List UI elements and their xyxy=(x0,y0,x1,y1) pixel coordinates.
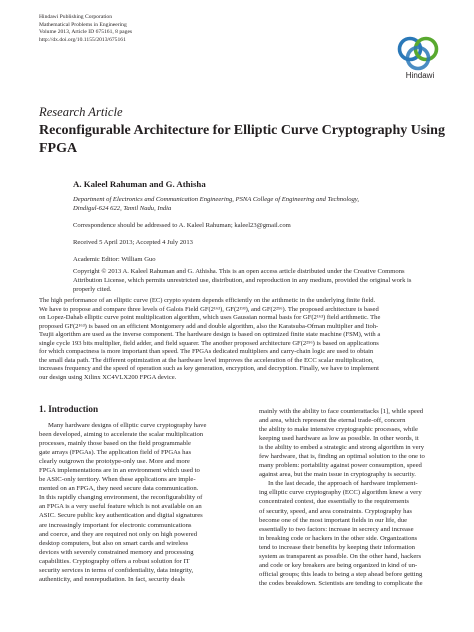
abstract-line: on Lopez-Dahab elliptic curve point multiplication algorithm, which uses Gaussian normal basis for GF(2¹⁶³) field arithmetic. The xyxy=(39,314,381,322)
text-line: ASIC. Secure public key authentication and digital signatures xyxy=(39,512,203,520)
text-line: processes, mainly those based on the field programmable xyxy=(39,440,191,448)
text-line: official groups; this leads to being a step ahead before getting xyxy=(259,570,423,578)
text-line: devices with severely constrained memory and processing xyxy=(39,548,194,556)
text-line: gate arrays (FPGAs). The application field of FPGAs has xyxy=(39,449,192,457)
intro-left-column xyxy=(39,421,239,584)
abstract-line: single cycle 193 bits multiplier, field adder, and field squarer. The another proposed architecture GF(2²⁵⁶) is based on applications xyxy=(39,339,379,347)
copyright-line: Attribution License, which permits unrestricted use, distribution, and reproduction in any medium, provided the original work is xyxy=(73,277,412,284)
author-list: A. Kaleel Rahuman and G. Athisha xyxy=(73,179,206,189)
text-line: many problem: portability against power consumption, speed xyxy=(259,462,422,470)
text-line: mainly with the ability to face counterattacks [1], while speed xyxy=(259,408,424,415)
text-line: been developed, aiming to accelerate the scalar multiplication xyxy=(39,431,204,439)
text-line: become one of the most important fields in our life, due xyxy=(259,516,408,524)
text-line: against area, but the main issue in cryptography is security. xyxy=(259,471,416,479)
volume-line: Volume 2013, Article ID 675161, 8 pages xyxy=(39,29,133,36)
text-line: clearly outgrown the prototype-only use. More and more xyxy=(39,458,190,466)
abstract-line: the small data path. The different optimization at the hardware level improves the acceleration of the ECC scalar multiplication, xyxy=(39,356,374,364)
text-line: essentially to two factors: increase in secrecy and increase xyxy=(259,525,414,533)
abstract-line: The high performance of an elliptic curve (EC) crypto system depends efficiently on the arithmetic in the underlying finite field. xyxy=(39,297,376,304)
text-line: of security, speed, and area constraints. Cryptography has xyxy=(259,507,412,515)
text-line: keeping used hardware as low as possible. In other words, it xyxy=(259,435,419,443)
abstract-line: increases frequency and the speed of operation such as key generation, encryption, and decryption. Finally, we have to implement xyxy=(39,365,379,373)
affiliation xyxy=(73,195,453,213)
affiliation-line: Department of Electronics and Communication Engineering, PSNA College of Engineering and Technology, xyxy=(73,196,359,203)
journal-header xyxy=(39,14,132,44)
article-type: Research Article xyxy=(39,105,123,119)
text-line: mented on an FPGA, they need secure data communication. xyxy=(39,485,199,493)
text-line: authenticity, and nonrepudiation. In fact, security deals xyxy=(39,575,185,583)
text-line: be ASIC-only territory. When these applications are imple- xyxy=(39,476,196,484)
text-line: an FPGA is a very useful feature which is not available on an xyxy=(39,503,202,511)
text-line: the ability to make intensive cryptographic processes, while xyxy=(259,426,418,434)
text-line: and area, which represent the eternal trade-off, concern xyxy=(259,417,406,425)
abstract-line: for which compactness is more important than speed. The FPGAs dedicated multipliers and carry-chain logic are used to obtain xyxy=(39,348,374,356)
article-title: Reconfigurable Architecture for Elliptic Curve Cryptography Using FPGA xyxy=(39,123,445,156)
text-line: In this rapidly changing environment, the reconfigurability of xyxy=(39,494,203,502)
text-line: tend to increase their benefits by keeping their information xyxy=(259,543,416,551)
text-line: capabilities. Cryptography offers a robust solution for IT xyxy=(39,557,190,565)
doi-link[interactable]: http://dx.doi.org/10.1155/2013/675161 xyxy=(39,36,126,43)
text-line: and code or key breakers are being organized in kind of un- xyxy=(259,561,418,569)
copyright-line: Copyright © 2013 A. Kaleel Rahuman and G. Athisha. This is an open access article distributed under the Creative Commons xyxy=(73,268,405,275)
text-line: and coerce, and they are required not only on high powered xyxy=(39,530,198,538)
text-line: are increasingly important for electronic communications xyxy=(39,521,192,529)
abstract-line: proposed GF(2¹⁶³) is based on an efficient Montgomery add and double algorithm, also the Karatsuba-Ofman multiplier and Itoh- xyxy=(39,322,379,330)
correspondence: Correspondence should be addressed to A. Kaleel Rahuman; kaleel23@gmail.com xyxy=(73,222,291,229)
text-line: security services in terms of confidentiality, data integrity, xyxy=(39,566,194,574)
text-line: desktop computers, but also on smart cards and wireless xyxy=(39,539,189,547)
abstract-line: our design using Xilinx XC4VLX200 FPGA device. xyxy=(39,373,177,381)
abstract-line: We have to propose and compare three levels of Galois Field GF(2¹⁶³), GF(2¹⁹³), and GF(2²⁵⁶). The proposed architecture is based xyxy=(39,305,379,313)
journal-line: Mathematical Problems in Engineering xyxy=(39,21,127,28)
affiliation-line: Dindigul-624 622, Tamil Nadu, India xyxy=(73,205,172,212)
intro-right-column xyxy=(259,407,459,588)
copyright-line: properly cited. xyxy=(73,286,112,293)
text-line: FPGA implementations are in an environment which used to xyxy=(39,467,200,475)
text-line: system as transparent as possible. On the other hand, hackers xyxy=(259,552,422,560)
hindawi-wordmark: Hindawi xyxy=(405,71,435,80)
section-heading: 1. Introduction xyxy=(39,404,99,414)
abstract xyxy=(39,297,459,382)
text-line: few hardware, that is, finding an optimal solution to the one to xyxy=(259,453,425,461)
academic-editor: Academic Editor: William Guo xyxy=(73,256,156,263)
text-line: Many hardware designs of elliptic curve cryptography have xyxy=(48,422,207,429)
copyright-notice xyxy=(73,267,458,294)
text-line: is the ability to embed a strategic and strong algorithm in very xyxy=(259,444,425,452)
text-line: ing elliptic curve cryptography (ECC) algorithm knew a very xyxy=(259,489,422,497)
article-dates: Received 5 April 2013; Accepted 4 July 2013 xyxy=(73,239,193,246)
publisher-line: Hindawi Publishing Corporation xyxy=(39,14,113,20)
text-line: concentrated contest, due essentially to the requirements xyxy=(259,498,409,506)
abstract-line: Tsujii algorithm are used as the inverse component. The hardware design is based on optimized finite state machine (FSM), with a xyxy=(39,331,381,339)
text-line: in breaking code or hackers in the other side. Organizations xyxy=(259,534,418,542)
text-line: the codes breakdown. Scientists are tending to complicate the xyxy=(259,579,423,587)
text-line: In the last decade, the approach of hardware implement- xyxy=(268,480,418,488)
